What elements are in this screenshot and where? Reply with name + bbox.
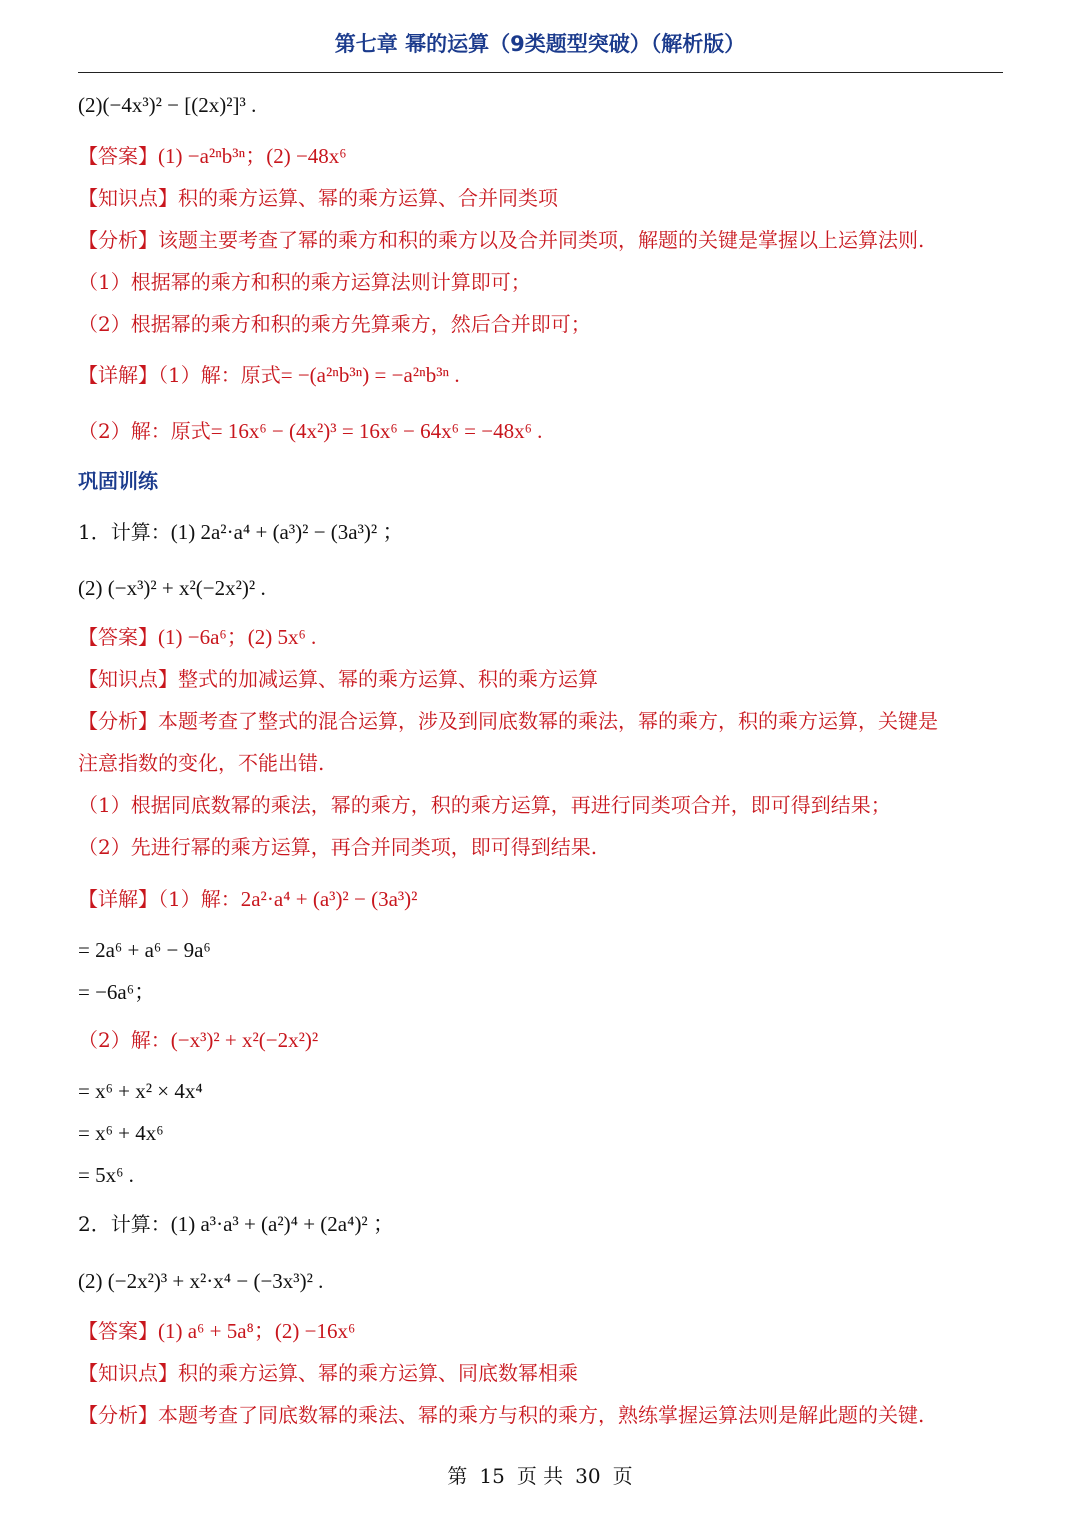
prob0-knowledge <box>78 183 1018 213</box>
knowledge-text: 积的乘方运算、幂的乘方运算、合并同类项 <box>178 186 558 210</box>
answer-text: (1) −6a⁶；(2) 5x⁶ . <box>158 625 317 649</box>
analysis-text: 本题考查了同底数幂的乘法、幂的乘方与积的乘方，熟练掌握运算法则是解此题的关键. <box>158 1403 925 1427</box>
page-footer <box>0 1460 1080 1489</box>
q1-stem-label: 1．计算： <box>78 520 171 544</box>
q1-detail-1 <box>78 884 1018 914</box>
prob0-detail-1 <box>78 360 1018 390</box>
prob0-analysis-2: （2）根据幂的乘方和积的乘方先算乘方，然后合并即可； <box>78 312 591 336</box>
q1-step-2c: = 5x⁶ . <box>78 1163 134 1187</box>
q1-part2: (2) (−x³)² + x²(−2x²)² . <box>78 576 266 600</box>
q1-detail-2 <box>78 1025 1018 1055</box>
analysis-tag: 【分析】 <box>78 709 158 733</box>
detail-1-expr: = −(a²ⁿb³ⁿ) = −a²ⁿb³ⁿ . <box>280 363 460 387</box>
detail-2-expr: (−x³)² + x²(−2x²)² <box>170 1028 319 1052</box>
page-total: 30 <box>575 1464 601 1488</box>
q2-part1: (1) a³·a³ + (a²)⁴ + (2a⁴)² ； <box>170 1212 394 1236</box>
detail-2-prefix: （2）解：原式 <box>78 419 211 443</box>
answer-tag: 【答案】 <box>78 1319 158 1343</box>
detail-tag: 【详解】 <box>78 887 158 911</box>
prob0-analysis-1: （1）根据幂的乘方和积的乘方运算法则计算即可； <box>78 270 531 294</box>
detail-1-prefix: （1）解： <box>158 887 241 911</box>
detail-tag: 【详解】 <box>78 363 158 387</box>
q2-knowledge <box>78 1358 1018 1388</box>
knowledge-tag: 【知识点】 <box>78 1361 178 1385</box>
q1-analysis-cont: 注意指数的变化，不能出错. <box>78 751 325 775</box>
q2-answer <box>78 1316 1018 1346</box>
detail-2-expr: = 16x⁶ − (4x²)³ = 16x⁶ − 64x⁶ = −48x⁶ . <box>210 419 543 443</box>
q2-analysis <box>78 1400 1018 1430</box>
answer-tag: 【答案】 <box>78 625 158 649</box>
knowledge-text: 积的乘方运算、幂的乘方运算、同底数幂相乘 <box>178 1361 578 1385</box>
q1-step-2b: = x⁶ + 4x⁶ <box>78 1121 164 1145</box>
footer-prefix: 第 <box>447 1464 468 1488</box>
answer-tag: 【答案】 <box>78 144 158 168</box>
analysis-tag: 【分析】 <box>78 1403 158 1427</box>
footer-suffix: 页 <box>612 1464 633 1488</box>
knowledge-text: 整式的加减运算、幂的乘方运算、积的乘方运算 <box>178 667 598 691</box>
detail-1-prefix: （1）解：原式 <box>158 363 281 387</box>
detail-2-prefix: （2）解： <box>78 1028 171 1052</box>
q1-analysis <box>78 706 1018 736</box>
analysis-text-a: 本题考查了整式的混合运算，涉及到同底数幂的乘法，幂的乘方，积的乘方运算，关键是 <box>158 709 938 733</box>
knowledge-tag: 【知识点】 <box>78 667 178 691</box>
prob0-part2-label: (2) <box>78 93 103 117</box>
prob0-part2 <box>78 90 1018 120</box>
q1-step-2a: = x⁶ + x² × 4x⁴ <box>78 1079 203 1103</box>
prob0-answer <box>78 141 1018 171</box>
header-divider <box>78 72 1003 73</box>
analysis-text: 该题主要考查了幂的乘方和积的乘方以及合并同类项，解题的关键是掌握以上运算法则. <box>158 228 925 252</box>
detail-1-expr: 2a²·a⁴ + (a³)² − (3a³)² <box>240 887 418 911</box>
q1-answer <box>78 622 1018 652</box>
q1-stem <box>78 517 1018 547</box>
prob0-analysis <box>78 225 1018 255</box>
page-number: 15 <box>479 1464 505 1488</box>
q1-analysis-1: （1）根据同底数幂的乘法，幂的乘方，积的乘方运算，再进行同类项合并，即可得到结果； <box>78 793 891 817</box>
answer-text: (1) −a²ⁿb³ⁿ；(2) −48x⁶ <box>158 144 347 168</box>
q1-analysis-2: （2）先进行幂的乘方运算，再合并同类项，即可得到结果. <box>78 835 598 859</box>
prob0-part2-expr: (−4x³)² − [(2x)²]³ . <box>102 93 257 117</box>
q2-part2: (2) (−2x²)³ + x²·x⁴ − (−3x³)² . <box>78 1269 324 1293</box>
answer-text: (1) a⁶ + 5a⁸；(2) −16x⁶ <box>158 1319 356 1343</box>
page-header-title: 第七章 幂的运算（9类题型突破）（解析版） <box>334 32 746 56</box>
knowledge-tag: 【知识点】 <box>78 186 178 210</box>
q2-stem <box>78 1209 1018 1239</box>
q1-step-1b: = −6a⁶； <box>78 980 156 1004</box>
section-title: 巩固训练 <box>78 469 158 493</box>
q1-knowledge <box>78 664 1018 694</box>
q1-part1: (1) 2a²·a⁴ + (a³)² − (3a³)² ； <box>170 520 404 544</box>
q2-stem-label: 2．计算： <box>78 1212 171 1236</box>
q1-step-1a: = 2a⁶ + a⁶ − 9a⁶ <box>78 938 211 962</box>
analysis-tag: 【分析】 <box>78 228 158 252</box>
prob0-detail-2 <box>78 416 1018 446</box>
footer-mid: 页 共 <box>516 1464 564 1488</box>
